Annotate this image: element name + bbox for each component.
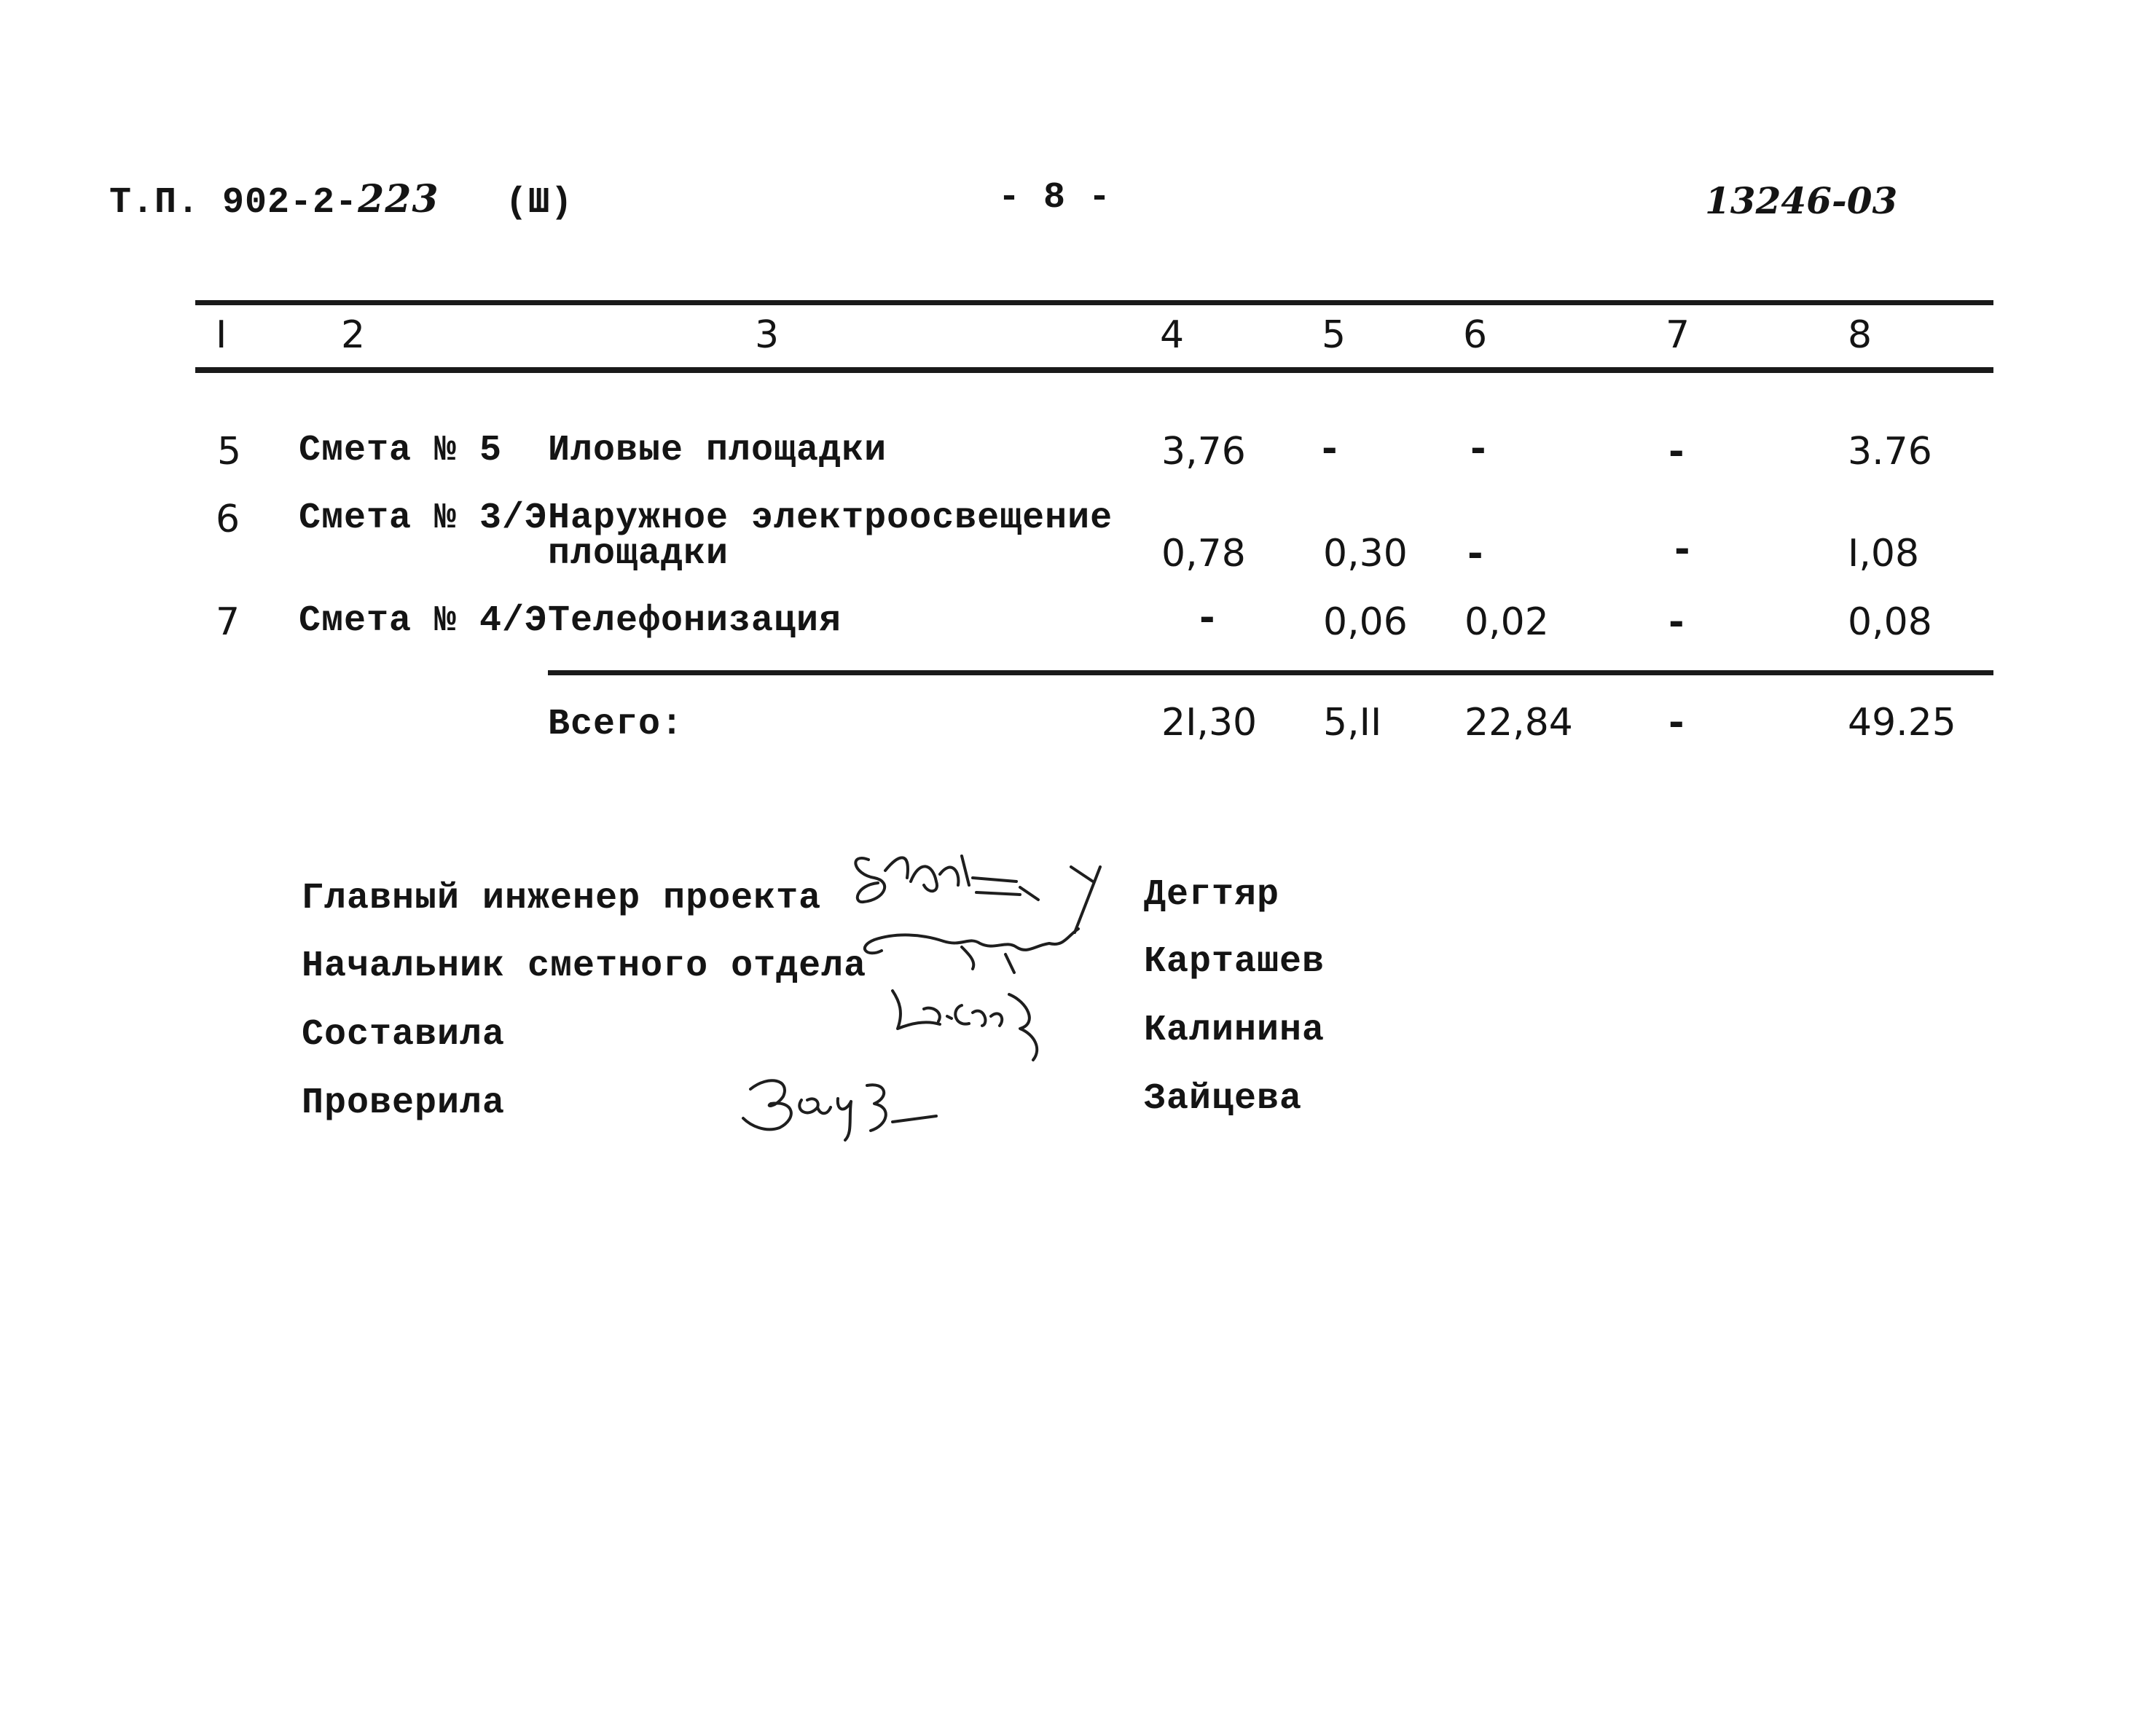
estimate-reference: Смета № 3/Э [299,498,548,539]
cell-col4: - [1199,596,1215,640]
column-header-8: 8 [1848,313,1872,357]
signature-role-compiled-by: Составила [302,1014,506,1056]
total-col6: 22,84 [1464,701,1573,745]
signature-role-checked-by: Проверила [302,1083,506,1124]
estimate-reference: Смета № 5 [299,430,503,471]
column-header-4: 4 [1160,313,1185,357]
cell-col5: 0,06 [1323,600,1408,644]
item-name: Иловые площадки [548,430,887,471]
column-header-1: I [216,313,227,357]
row-number: 6 [216,498,240,541]
signature-name-estimate-head: Карташев [1144,941,1325,983]
cell-col6: - [1470,427,1486,471]
page-number: - 8 - [998,177,1112,219]
cell-col4: 0,78 [1161,532,1246,576]
signature-chief-engineer [855,856,1100,932]
item-name: Наружное электроосвещение [548,498,1113,539]
cell-col8: 0,08 [1848,600,1932,644]
row-number: 7 [216,600,240,644]
signature-name-checked-by: Зайцева [1144,1078,1303,1120]
column-header-5: 5 [1322,313,1346,357]
document-code-prefix: Т.П. 902-2- [109,182,358,224]
signature-name-chief-engineer: Дегтяр [1144,874,1280,916]
total-label: Всего: [548,704,684,745]
total-col4: 2I,30 [1161,701,1258,745]
column-header-6: 6 [1463,313,1488,357]
document-code-suffix: (Ш) [505,182,573,224]
estimate-reference: Смета № 4/Э [299,600,548,642]
cell-col8: 3.76 [1848,430,1932,474]
item-name: Телефонизация [548,600,842,642]
document-code-handwritten: 223 [358,177,439,221]
total-col5: 5,II [1323,701,1382,745]
signature-role-estimate-head: Начальник сметного отдела [302,946,867,987]
cell-col6: - [1467,532,1483,576]
cell-col4: 3,76 [1161,430,1246,474]
cell-col5: 0,30 [1323,532,1408,576]
archive-stamp-number: 13246-03 [1705,179,1898,222]
cell-col8: I,08 [1848,532,1920,576]
signature-estimate-head [865,929,1078,973]
total-col7: - [1668,701,1685,745]
cell-col6: 0,02 [1464,600,1549,644]
cell-col7: - [1674,527,1690,571]
signature-compiled-by [893,991,1037,1060]
signature-checked-by [743,1080,936,1140]
cell-col5: - [1322,427,1338,471]
signature-role-chief-engineer: Главный инженер проекта [302,878,822,919]
item-name-continuation: площадки [548,533,729,575]
signature-name-compiled-by: Калинина [1144,1010,1325,1051]
total-col8: 49.25 [1848,701,1956,745]
cell-col7: - [1668,430,1685,474]
column-header-7: 7 [1666,313,1690,357]
column-header-3: 3 [755,313,780,357]
row-number: 5 [217,430,242,474]
cell-col7: - [1668,600,1685,644]
column-header-2: 2 [341,313,366,357]
